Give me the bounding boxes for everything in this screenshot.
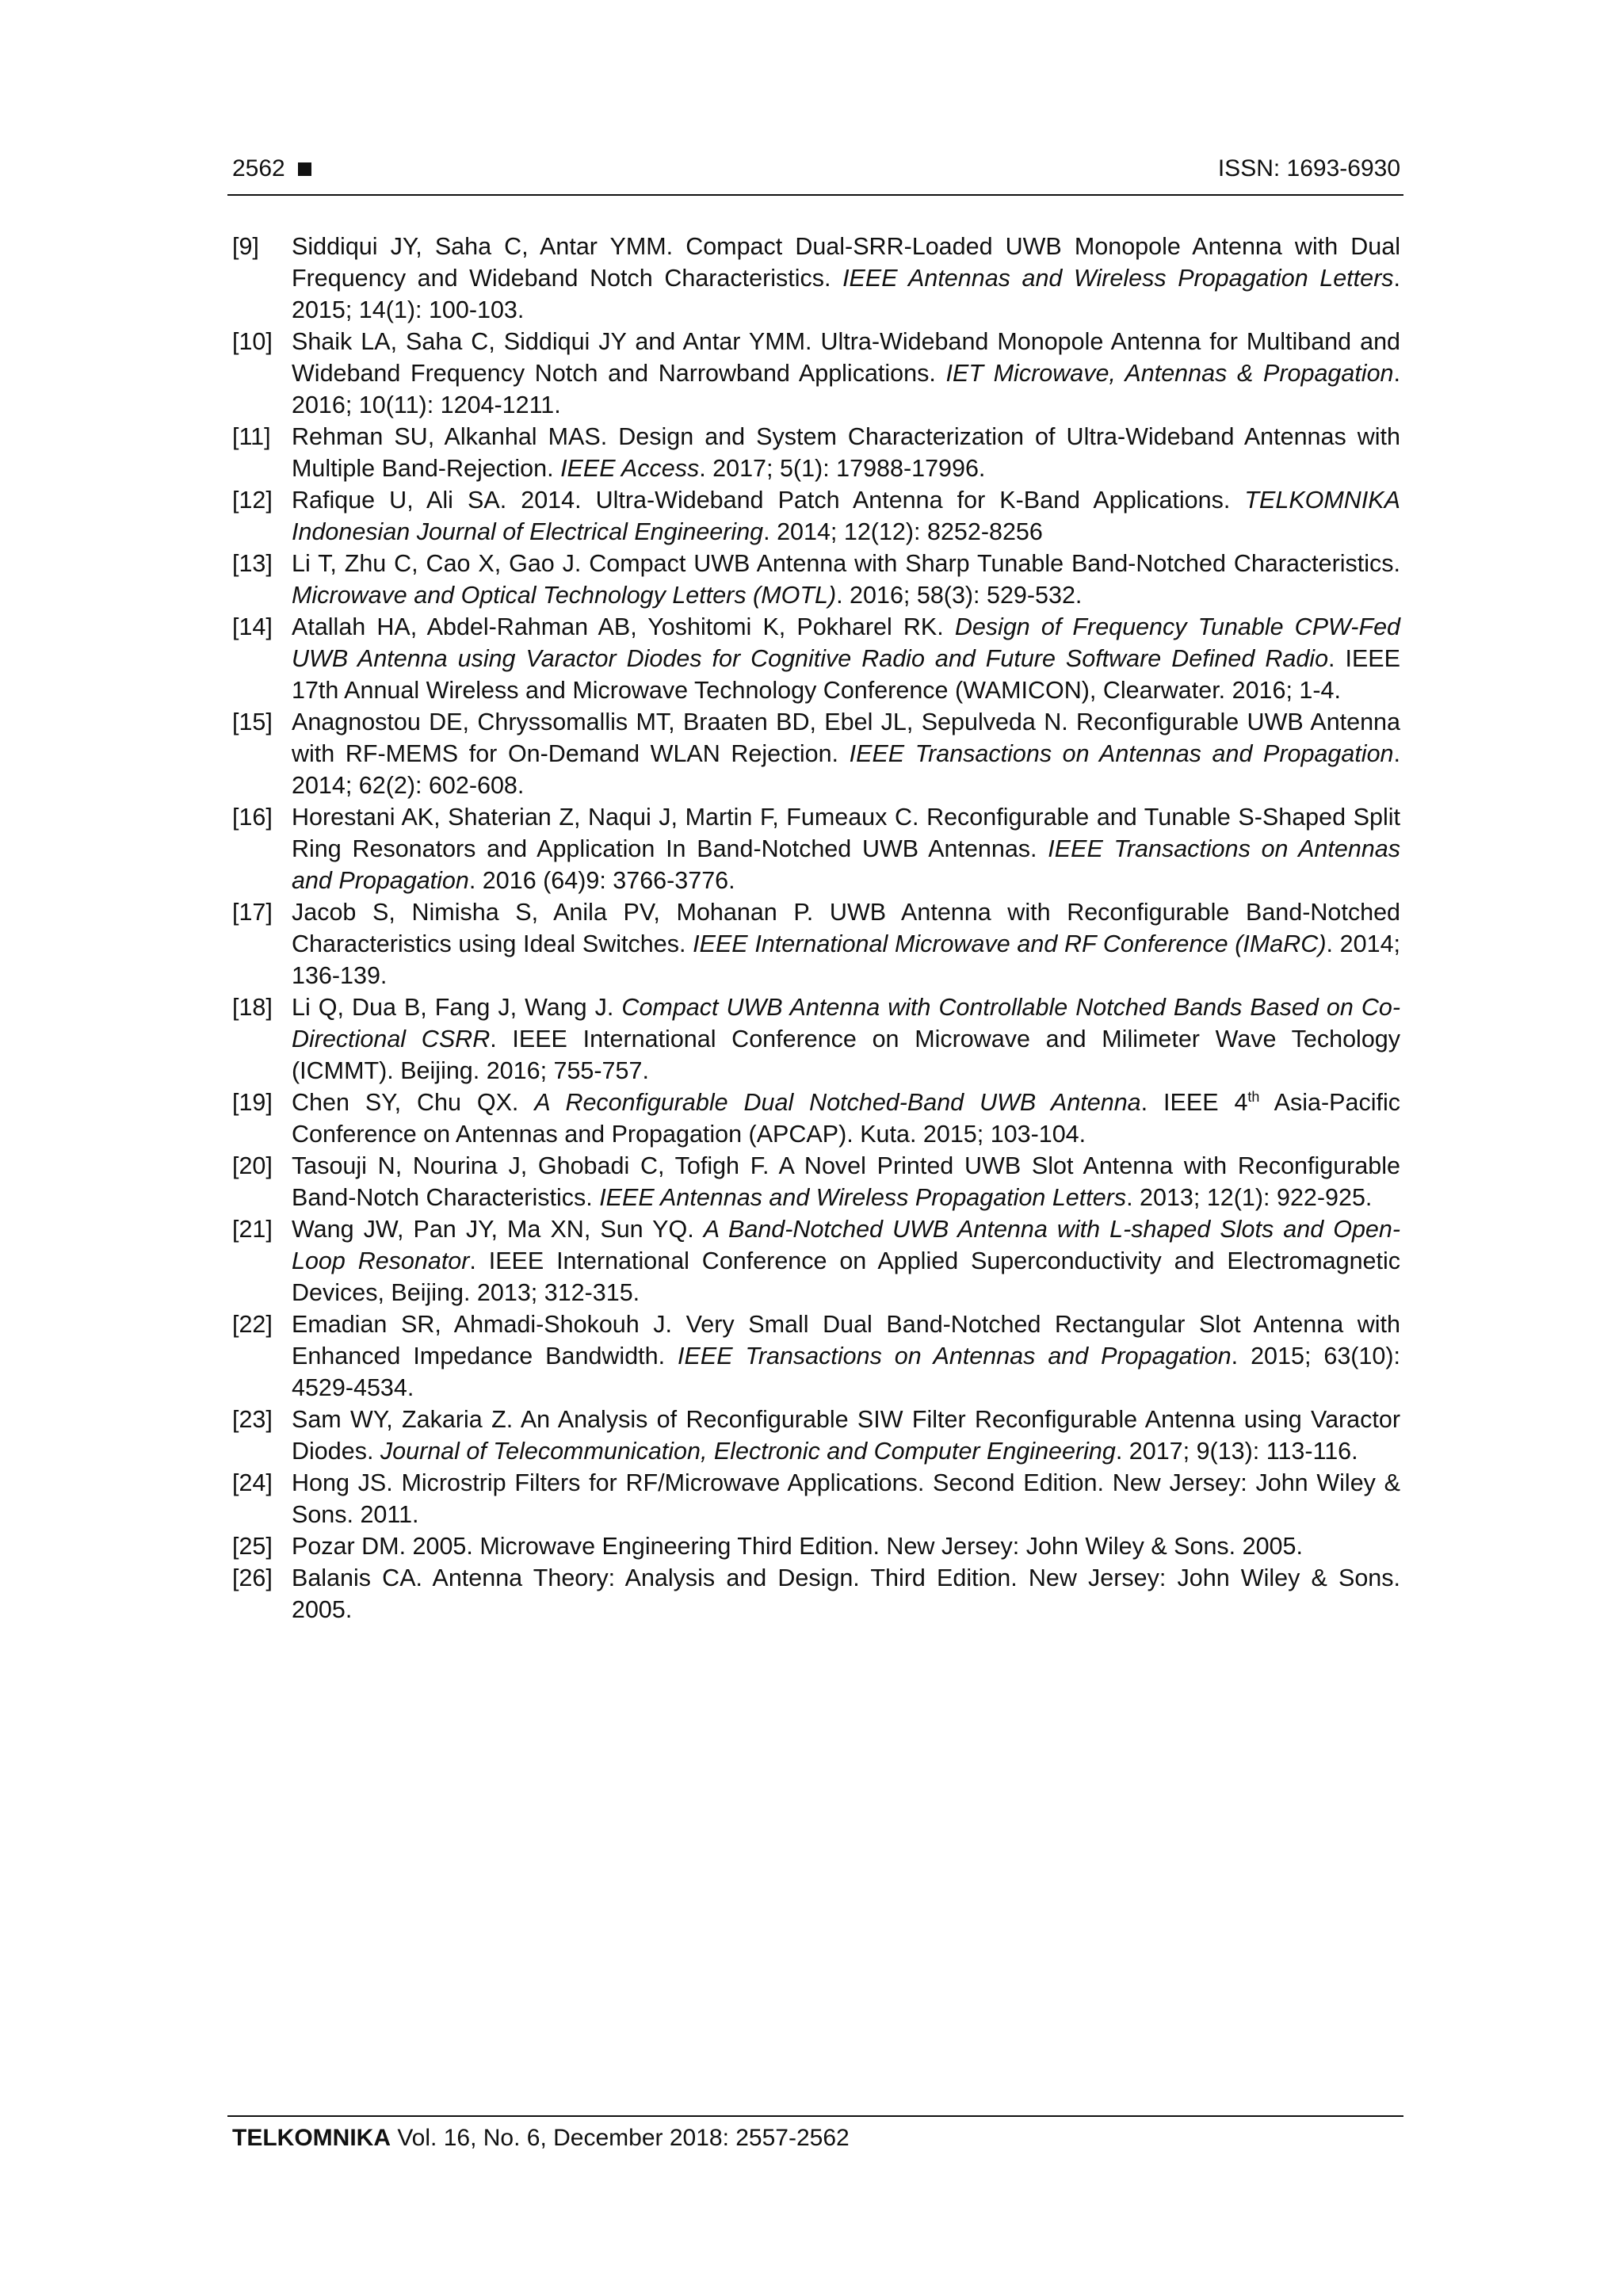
reference-number: [13]: [232, 550, 273, 577]
reference-segment: . 2014; 12(12): 8252-8256: [763, 518, 1043, 545]
reference-number: [22]: [232, 1311, 273, 1338]
reference-item: [232, 1404, 1400, 1467]
page-number: 2562: [232, 155, 285, 181]
reference-text: [292, 1308, 1400, 1404]
reference-segment: Li Q, Dua B, Fang J, Wang J.: [292, 994, 622, 1021]
reference-text: [292, 1562, 1400, 1626]
reference-number: [20]: [232, 1152, 273, 1179]
reference-text: [292, 326, 1400, 421]
reference-segment: Wang JW, Pan JY, Ma XN, Sun YQ.: [292, 1216, 704, 1243]
reference-item: [232, 326, 1400, 421]
reference-number: [14]: [232, 613, 273, 640]
reference-number: [17]: [232, 899, 273, 926]
reference-number: [23]: [232, 1406, 273, 1433]
reference-segment: . 2013; 12(1): 922-925.: [1126, 1184, 1373, 1211]
reference-source-title: IEEE Antennas and Wireless Propagation Letters: [842, 265, 1394, 292]
square-bullet-icon: [298, 162, 311, 176]
reference-text: [292, 991, 1400, 1087]
reference-segment: Atallah HA, Abdel-Rahman AB, Yoshitomi K, Pokharel RK.: [292, 613, 955, 640]
reference-segment: . IEEE 4: [1140, 1089, 1248, 1116]
reference-source-title: Design of Frequency Tunable CPW-Fed UWB Antenna using Varactor Diodes for Cognitive Radio and Future Software Defined Radio: [292, 613, 1400, 672]
reference-segment: Shaik LA, Saha C, Siddiqui JY and Antar YMM. Ultra-Wideband Monopole Antenna for Multiband and Wideband Frequency Notch and Narrowband Applications.: [292, 328, 1400, 387]
reference-number: [15]: [232, 709, 273, 735]
reference-segment: Pozar DM. 2005. Microwave Engineering Third Edition. New Jersey: John Wiley & Sons. 2005.: [292, 1533, 1303, 1560]
reference-segment: Asia-Pacific Conference on Antennas and Propagation (APCAP). Kuta. 2015; 103-104.: [292, 1089, 1400, 1148]
reference-number: [10]: [232, 328, 273, 355]
reference-text: [292, 484, 1400, 548]
reference-item: [232, 801, 1400, 896]
reference-item: [232, 896, 1400, 991]
reference-item: [232, 611, 1400, 706]
reference-segment: . 2017; 5(1): 17988-17996.: [699, 455, 986, 482]
page-footer: [232, 2124, 850, 2153]
reference-number: [16]: [232, 804, 273, 831]
reference-segment: . 2014; 62(2): 602-608.: [292, 740, 1400, 799]
reference-segment: Siddiqui JY, Saha C, Antar YMM. Compact Dual-SRR-Loaded UWB Monopole Antenna with Dual Frequency and Wideband Notch Characteristics.: [292, 233, 1400, 292]
journal-name: TELKOMNIKA: [232, 2125, 391, 2151]
reference-number: [24]: [232, 1469, 273, 1496]
reference-segment: Sam WY, Zakaria Z. An Analysis of Reconfigurable SIW Filter Reconfigurable Antenna using Varactor Diodes.: [292, 1406, 1400, 1465]
footer-divider: [227, 2115, 1403, 2117]
reference-segment: Hong JS. Microstrip Filters for RF/Microwave Applications. Second Edition. New Jersey: John Wiley & Sons. 2011.: [292, 1469, 1400, 1528]
reference-text: [292, 1150, 1400, 1213]
reference-segment: Horestani AK, Shaterian Z, Naqui J, Martin F, Fumeaux C. Reconfigurable and Tunable S-Shaped Split Ring Resonators and Application In Band-Notched UWB Antennas.: [292, 804, 1400, 862]
reference-source-title: A Reconfigurable Dual Notched-Band UWB Antenna: [534, 1089, 1141, 1116]
reference-text: [292, 1530, 1400, 1562]
reference-number: [9]: [232, 233, 259, 260]
reference-segment: . 2016 (64)9: 3766-3776.: [468, 867, 735, 894]
issn: ISSN: 1693-6930: [1217, 155, 1400, 181]
reference-source-title: IEEE International Microwave and RF Conference (IMaRC): [693, 930, 1327, 957]
reference-text: [292, 548, 1400, 611]
reference-item: [232, 1467, 1400, 1530]
reference-segment: . 2015; 63(10): 4529-4534.: [292, 1343, 1401, 1401]
reference-item: [232, 1530, 1400, 1562]
reference-segment: Rafique U, Ali SA. 2014. Ultra-Wideband Patch Antenna for K-Band Applications.: [292, 487, 1245, 514]
reference-source-title: IEEE Transactions on Antennas and Propagation: [678, 1343, 1232, 1370]
footer-citation: Vol. 16, No. 6, December 2018: 2557-2562: [397, 2125, 850, 2151]
reference-source-title: TELKOMNIKA Indonesian Journal of Electrical Engineering: [292, 487, 1400, 545]
reference-item: [232, 1562, 1400, 1626]
reference-text: [292, 896, 1400, 991]
reference-source-title: IEEE Transactions on Antennas and Propagation: [849, 740, 1394, 767]
reference-item: [232, 484, 1400, 548]
reference-source-title: Compact UWB Antenna with Controllable Notched Bands Based on Co-Directional CSRR: [292, 994, 1400, 1052]
reference-text: [292, 706, 1400, 801]
reference-item: [232, 421, 1400, 484]
reference-segment: Li T, Zhu C, Cao X, Gao J. Compact UWB Antenna with Sharp Tunable Band-Notched Characteristics.: [292, 550, 1400, 577]
reference-item: [232, 1308, 1400, 1404]
reference-segment: Emadian SR, Ahmadi-Shokouh J. Very Small Dual Band-Notched Rectangular Slot Antenna with Enhanced Impedance Bandwidth.: [292, 1311, 1400, 1370]
reference-segment: Tasouji N, Nourina J, Ghobadi C, Tofigh F. A Novel Printed UWB Slot Antenna with Reconfigurable Band-Notch Characteristics.: [292, 1152, 1400, 1211]
reference-number: [21]: [232, 1216, 273, 1243]
reference-item: [232, 1150, 1400, 1213]
reference-segment: Jacob S, Nimisha S, Anila PV, Mohanan P. UWB Antenna with Reconfigurable Band-Notched Characteristics using Ideal Switches.: [292, 899, 1400, 957]
reference-segment: Rehman SU, Alkanhal MAS. Design and System Characterization of Ultra-Wideband Antennas with Multiple Band-Rejection.: [292, 423, 1400, 482]
reference-item: [232, 991, 1400, 1087]
reference-text: [292, 231, 1400, 326]
reference-source-title: IEEE Transactions on Antennas and Propagation: [292, 835, 1401, 894]
reference-segment: . 2016; 58(3): 529-532.: [836, 582, 1083, 609]
reference-segment: . 2015; 14(1): 100-103.: [292, 265, 1400, 323]
reference-item: [232, 231, 1400, 326]
reference-item: [232, 1213, 1400, 1308]
reference-text: [292, 1087, 1400, 1150]
reference-segment: . IEEE 17th Annual Wireless and Microwave Technology Conference (WAMICON), Clearwater. 2016; 1-4.: [292, 645, 1400, 704]
reference-number: [18]: [232, 994, 273, 1021]
reference-segment: Chen SY, Chu QX.: [292, 1089, 535, 1116]
reference-number: [25]: [232, 1533, 273, 1560]
page-header: [232, 155, 1400, 183]
reference-item: [232, 706, 1400, 801]
reference-text: [292, 1404, 1400, 1467]
reference-number: [12]: [232, 487, 273, 514]
reference-source-title: IEEE Antennas and Wireless Propagation Letters: [599, 1184, 1127, 1211]
reference-segment: . IEEE International Conference on Applied Superconductivity and Electromagnetic Devices, Beijing. 2013; 312-315.: [292, 1247, 1400, 1306]
reference-segment: Anagnostou DE, Chryssomallis MT, Braaten BD, Ebel JL, Sepulveda N. Reconfigurable UWB Antenna with RF-MEMS for On-Demand WLAN Rejection.: [292, 709, 1400, 767]
reference-segment: . 2014; 136-139.: [292, 930, 1401, 989]
reference-source-title: A Band-Notched UWB Antenna with L-shaped Slots and Open-Loop Resonator: [292, 1216, 1400, 1274]
reference-segment: Balanis CA. Antenna Theory: Analysis and Design. Third Edition. New Jersey: John Wiley & Sons. 2005.: [292, 1564, 1400, 1623]
reference-source-title: Journal of Telecommunication, Electronic and Computer Engineering: [380, 1438, 1116, 1465]
reference-number: [26]: [232, 1564, 273, 1591]
reference-number: [11]: [232, 423, 271, 450]
reference-number: [19]: [232, 1089, 273, 1116]
reference-item: [232, 1087, 1400, 1150]
reference-text: [292, 421, 1400, 484]
reference-source-title: IEEE Access: [560, 455, 700, 482]
reference-text: [292, 611, 1400, 706]
reference-item: [232, 548, 1400, 611]
reference-list: [232, 231, 1400, 1626]
reference-segment: . 2017; 9(13): 113-116.: [1115, 1438, 1358, 1465]
reference-text: [292, 1213, 1400, 1308]
reference-source-title: Microwave and Optical Technology Letters (MOTL): [292, 582, 837, 609]
reference-segment: . 2016; 10(11): 1204-1211.: [292, 360, 1400, 418]
header-left: [232, 155, 311, 183]
reference-text: [292, 801, 1400, 896]
header-divider: [227, 194, 1403, 196]
reference-segment: . IEEE International Conference on Microwave and Milimeter Wave Techology (ICMMT). Beijing. 2016; 755-757.: [292, 1026, 1400, 1084]
reference-source-title: IET Microwave, Antennas & Propagation: [945, 360, 1394, 387]
reference-segment: th: [1247, 1088, 1260, 1105]
reference-text: [292, 1467, 1400, 1530]
